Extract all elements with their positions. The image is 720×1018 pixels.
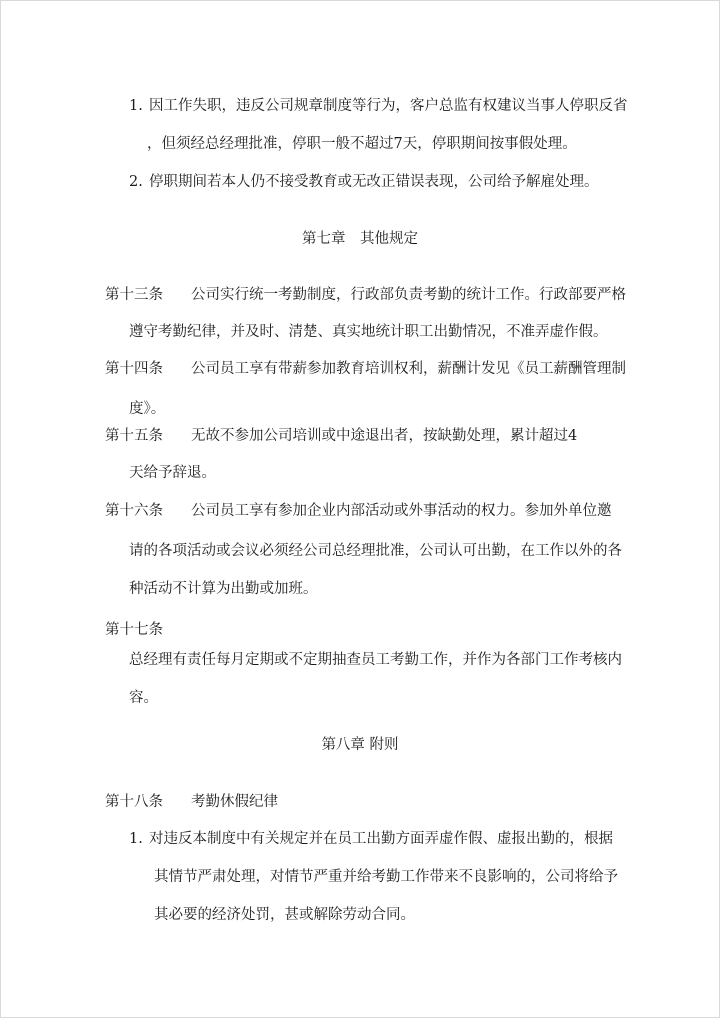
list-text: 停职期间若本人仍不接受教育或无改正错误表现，公司给予解雇处理。 (149, 174, 599, 190)
article-text: 无故不参加公司培训或中途退出者，按缺勤处理，累计超过4 (191, 428, 578, 444)
list-number: 2. (129, 174, 143, 190)
article-title: 考勤休假纪律 (191, 794, 278, 810)
list-item (129, 96, 628, 116)
article-continuation: 请的各项活动或会议必须经公司总经理批准，公司认可出勤，在工作以外的各 (129, 543, 622, 559)
article-continuation: 遵守考勤纪律，并及时、清楚、真实地统计职工出勤情况，不准弄虚作假。 (129, 324, 608, 340)
article (105, 285, 626, 305)
list-text: 因工作失职，违反公司规章制度等行为，客户总监有权建议当事人停职反省 (149, 98, 628, 114)
list-item-continuation: 其情节严肃处理，对情节严重并给考勤工作带来不良影响的，公司将给予 (154, 869, 618, 885)
article-text: 总经理有责任每月定期或不定期抽查员工考勤工作，并作为各部门工作考核内 (129, 652, 622, 668)
article (105, 426, 577, 446)
article-label: 第十四条 (105, 361, 163, 377)
article-label: 第十六条 (105, 503, 163, 519)
article-text: 公司员工享有带薪参加教育培训权利，薪酬计发见《员工薪酬管理制 (191, 361, 626, 377)
article-label: 第十七条 (105, 622, 163, 638)
list-item-continuation: ，但须经总经理批准，停职一般不超过7天，停职期间按事假处理。 (147, 136, 577, 152)
list-text: 对违反本制度中有关规定并在员工出勤方面弄虚作假、虚报出勤的，根据 (149, 831, 613, 847)
article-text: 公司实行统一考勤制度，行政部负责考勤的统计工作。行政部要严格 (191, 287, 626, 303)
list-item (129, 172, 599, 192)
article-continuation: 容。 (129, 690, 158, 706)
list-item-continuation: 其必要的经济处罚，甚或解除劳动合同。 (154, 907, 415, 923)
chapter-heading: 第八章 附则 (321, 737, 399, 753)
list-number: 1. (129, 98, 143, 114)
article-text: 公司员工享有参加企业内部活动或外事活动的权力。参加外单位邀 (191, 503, 612, 519)
article-label: 第十三条 (105, 287, 163, 303)
article-continuation: 度》。 (129, 401, 166, 417)
article-label: 第十五条 (105, 428, 163, 444)
list-item (129, 829, 613, 849)
chapter-heading: 第七章 其他规定 (302, 231, 418, 247)
article-label: 第十八条 (105, 794, 163, 810)
article (105, 359, 626, 379)
article-continuation: 天给予辞退。 (129, 465, 216, 481)
list-number: 1. (129, 831, 143, 847)
article (105, 792, 278, 812)
article-continuation: 种活动不计算为出勤或加班。 (129, 581, 318, 597)
article (105, 501, 612, 521)
